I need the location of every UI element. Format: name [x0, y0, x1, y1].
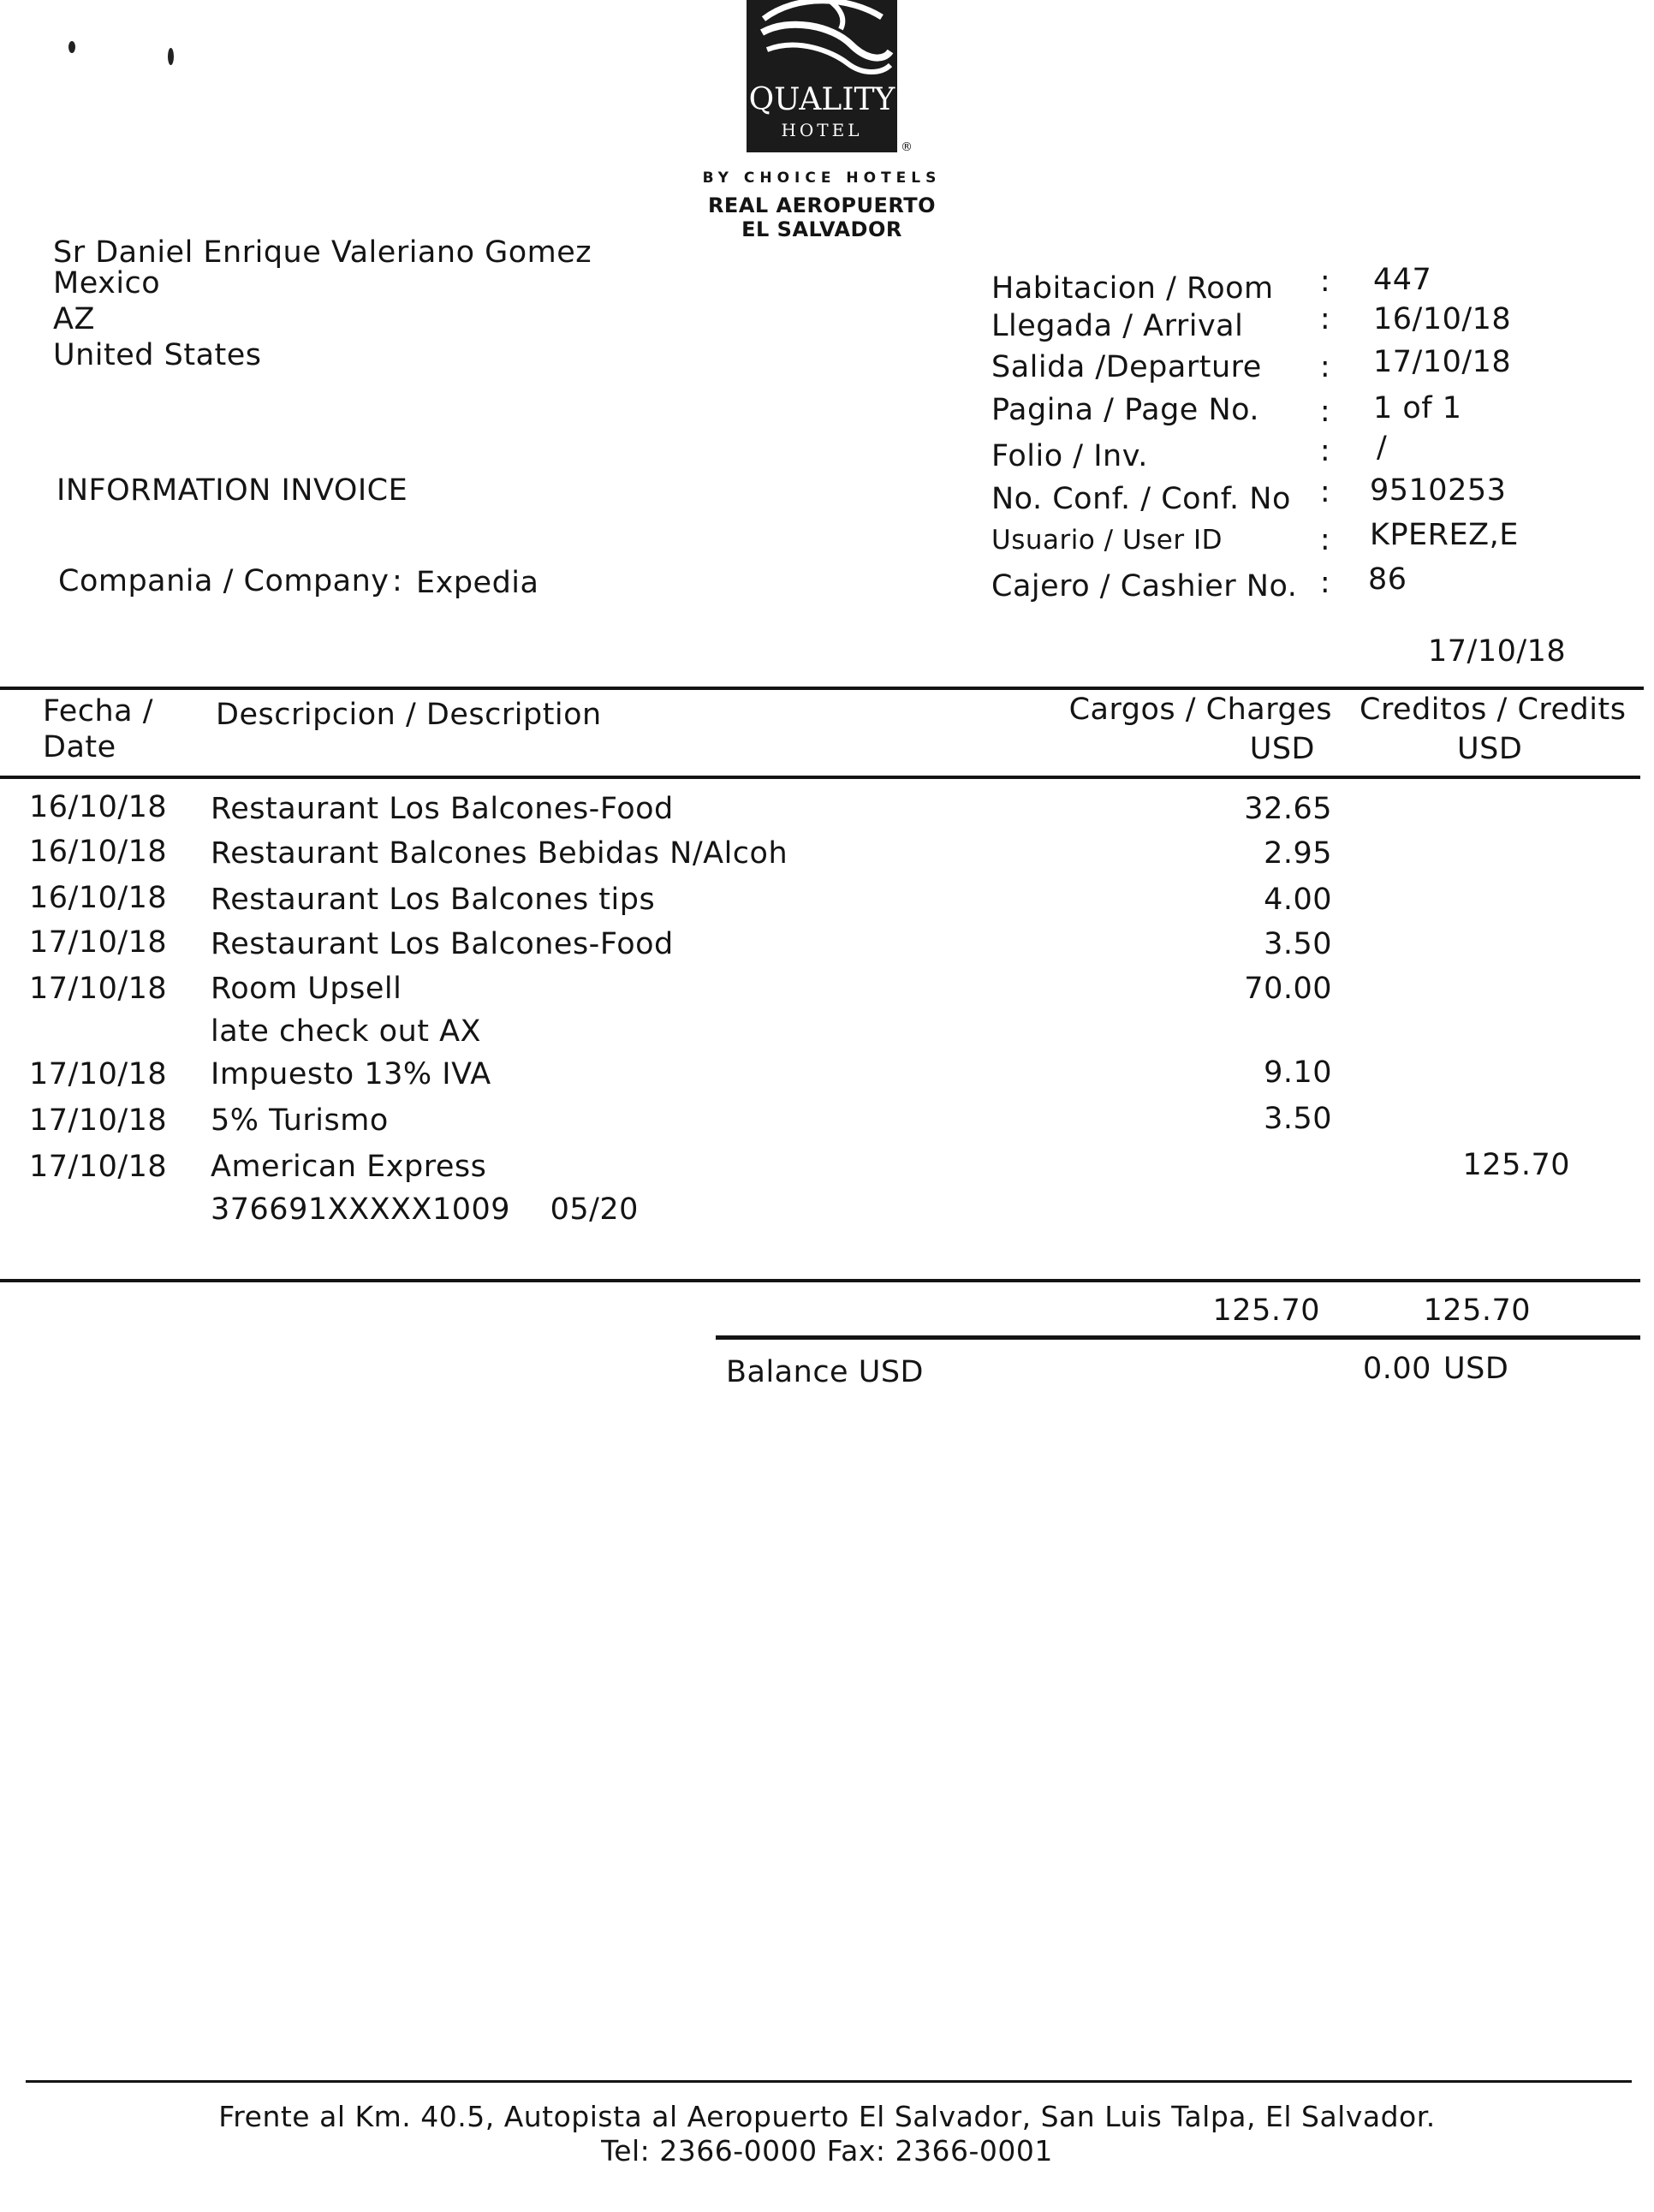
footer-address: Frente al Km. 40.5, Autopista al Aeropuerto El Salvador, San Luis Talpa, El Salvador. [218, 2100, 1436, 2133]
row-charge: 3.50 [1264, 1102, 1332, 1136]
company-label: Compania / Company [58, 564, 390, 598]
row-charge: 32.65 [1244, 792, 1332, 826]
brand-byline: BY CHOICE HOTELS [702, 169, 942, 187]
col-header-charges-line1: Cargos / Charges [1068, 693, 1332, 727]
info-label: Folio / Inv. [991, 439, 1148, 473]
info-label: Llegada / Arrival [991, 309, 1244, 343]
row-charge: 70.00 [1244, 972, 1332, 1006]
row-description: Restaurant Los Balcones-Food [211, 927, 674, 961]
info-separator: : [1319, 434, 1331, 468]
row-charge: 9.10 [1264, 1055, 1332, 1090]
info-value: 17/10/18 [1373, 345, 1512, 379]
row-description: Impuesto 13% IVA [211, 1057, 491, 1091]
info-value: 16/10/18 [1373, 302, 1512, 336]
info-value: 1 of 1 [1373, 391, 1462, 425]
registered-mark: ® [901, 140, 913, 154]
row-description-detail: 376691XXXXX1009 05/20 [211, 1192, 639, 1227]
info-separator: : [1319, 475, 1331, 509]
table-bottom-rule [0, 1279, 1640, 1282]
quality-hotel-logo [747, 0, 897, 152]
row-description: Restaurant Los Balcones tips [211, 883, 656, 917]
info-label: Cajero / Cashier No. [991, 569, 1298, 604]
info-value: / [1377, 431, 1388, 465]
info-label: Habitacion / Room [991, 271, 1274, 306]
balance-label: Balance USD [726, 1355, 925, 1389]
document-type: INFORMATION INVOICE [57, 473, 408, 508]
company-value: Expedia [416, 566, 539, 600]
info-separator: : [1319, 265, 1331, 299]
info-label: Usuario / User ID [991, 525, 1223, 556]
row-date: 17/10/18 [29, 925, 168, 960]
property-name-line1: REAL AEROPUERTO [707, 193, 937, 217]
balance-value: 0.00 [1363, 1352, 1431, 1386]
info-separator: : [1319, 523, 1331, 557]
row-date: 17/10/18 [29, 1150, 168, 1184]
table-top-rule [0, 687, 1644, 690]
property-name-line2: EL SALVADOR [741, 217, 902, 241]
footer-rule [26, 2080, 1632, 2083]
info-label: No. Conf. / Conf. No [991, 482, 1291, 516]
row-charge: 2.95 [1264, 836, 1332, 871]
scan-mark [68, 41, 75, 53]
info-value: 447 [1373, 263, 1432, 297]
table-header-rule [0, 776, 1640, 779]
info-separator: : [1319, 302, 1331, 336]
info-label: Salida /Departure [991, 350, 1262, 384]
info-separator: : [1319, 350, 1331, 384]
guest-address-line3: AZ [53, 302, 95, 336]
row-date: 17/10/18 [29, 1103, 168, 1138]
logo-subword: HOTEL [781, 120, 863, 140]
footer-phone: Tel: 2366-0000 Fax: 2366-0001 [601, 2134, 1053, 2167]
row-date: 17/10/18 [29, 972, 168, 1006]
col-header-date-line1: Fecha / [43, 694, 154, 728]
total-charges: 125.70 [1212, 1293, 1320, 1328]
scan-mark [168, 48, 174, 65]
info-label: Pagina / Page No. [991, 393, 1260, 427]
logo-wordmark: QUALITY [748, 82, 895, 117]
row-date: 16/10/18 [29, 881, 168, 915]
row-description-detail: late check out AX [211, 1014, 482, 1049]
info-separator: : [1319, 395, 1331, 429]
company-separator: : [392, 564, 403, 598]
row-credit: 125.70 [1462, 1148, 1570, 1182]
row-charge: 4.00 [1264, 883, 1332, 917]
totals-rule [716, 1335, 1640, 1340]
guest-name: Sr Daniel Enrique Valeriano Gomez [53, 235, 592, 270]
col-header-credits-line2: USD [1457, 732, 1523, 766]
guest-address-line4: United States [53, 338, 262, 372]
col-header-charges-line2: USD [1249, 732, 1315, 766]
print-date: 17/10/18 [1428, 634, 1567, 669]
row-date: 17/10/18 [29, 1057, 168, 1091]
row-charge: 3.50 [1264, 927, 1332, 961]
row-description: Room Upsell [211, 972, 402, 1006]
info-value: KPEREZ,E [1370, 518, 1519, 552]
row-date: 16/10/18 [29, 790, 168, 824]
balance-currency: USD [1443, 1352, 1509, 1386]
info-value: 9510253 [1370, 473, 1507, 508]
row-description: American Express [211, 1150, 487, 1184]
col-header-date-line2: Date [43, 730, 116, 764]
col-header-description: Descripcion / Description [216, 698, 602, 732]
info-value: 86 [1368, 562, 1407, 597]
row-date: 16/10/18 [29, 835, 168, 869]
total-credits: 125.70 [1423, 1293, 1531, 1328]
guest-address-line2: Mexico [53, 266, 161, 300]
row-description: Restaurant Balcones Bebidas N/Alcoh [211, 836, 788, 871]
logo-swirl-icon [747, 0, 897, 86]
col-header-credits-line1: Creditos / Credits [1359, 693, 1627, 727]
row-description: Restaurant Los Balcones-Food [211, 792, 674, 826]
info-separator: : [1319, 566, 1331, 600]
row-description: 5% Turismo [211, 1103, 389, 1138]
